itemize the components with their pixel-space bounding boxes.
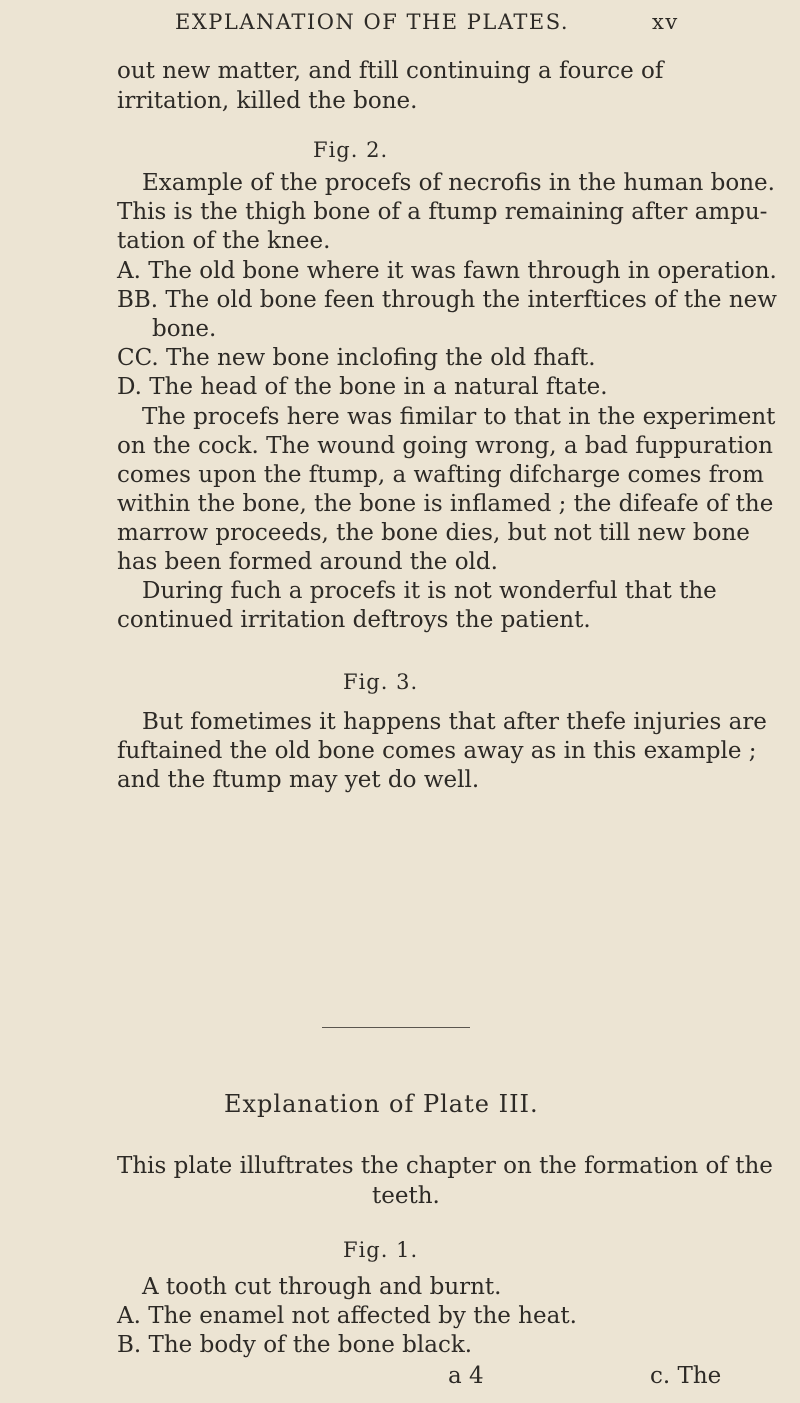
plate-title: Explanation of Plate III. xyxy=(224,1090,539,1118)
figure-heading: Fig. 3. xyxy=(343,670,419,694)
body-line: marrow proceeds, the bone dies, but not till new bone xyxy=(117,520,750,546)
legend-item-b: B. The body of the bone black. xyxy=(117,1332,473,1358)
body-line: Example of the procefs of necrofis in the human bone. xyxy=(142,170,775,196)
body-line: and the ftump may yet do well. xyxy=(117,767,480,793)
body-line: out new matter, and ftill continuing a fource of xyxy=(117,58,664,84)
figure-heading: Fig. 2. xyxy=(313,138,389,162)
legend-item-cc: CC. The new bone inclofing the old fhaft. xyxy=(117,345,596,371)
page-number: xv xyxy=(652,10,679,34)
body-line: During fuch a procefs it is not wonderful that the xyxy=(142,578,717,604)
body-line: irritation, killed the bone. xyxy=(117,88,418,114)
body-line: tation of the knee. xyxy=(117,228,331,254)
catchword: c. The xyxy=(650,1363,722,1389)
body-line: on the cock. The wound going wrong, a bad fuppuration xyxy=(117,433,773,459)
body-line: This plate illuftrates the chapter on the formation of the xyxy=(117,1153,773,1179)
figure-heading: Fig. 1. xyxy=(343,1238,419,1262)
body-line: bone. xyxy=(152,316,217,342)
legend-item-d: D. The head of the bone in a natural ftate. xyxy=(117,374,608,400)
legend-item-bb: BB. The old bone feen through the interftices of the new xyxy=(117,287,777,313)
body-line: continued irritation deftroys the patient. xyxy=(117,607,591,633)
body-line: fuftained the old bone comes away as in this example ; xyxy=(117,738,757,764)
running-header: EXPLANATION OF THE PLATES. xyxy=(175,10,570,34)
body-line: This is the thigh bone of a ftump remaining after ampu- xyxy=(117,199,768,225)
section-divider xyxy=(322,1027,470,1028)
signature-mark: a 4 xyxy=(448,1363,484,1389)
body-line: teeth. xyxy=(372,1183,440,1209)
legend-item-a: A. The old bone where it was fawn through in operation. xyxy=(117,258,777,284)
body-line: The procefs here was fimilar to that in the experiment xyxy=(142,404,776,430)
body-line: within the bone, the bone is inflamed ; the difeafe of the xyxy=(117,491,774,517)
legend-item-a: A. The enamel not affected by the heat. xyxy=(117,1303,577,1329)
body-line: comes upon the ftump, a wafting difcharge comes from xyxy=(117,462,764,488)
body-line: But fometimes it happens that after thefe injuries are xyxy=(142,709,767,735)
body-line: A tooth cut through and burnt. xyxy=(142,1274,502,1300)
body-line: has been formed around the old. xyxy=(117,549,498,575)
